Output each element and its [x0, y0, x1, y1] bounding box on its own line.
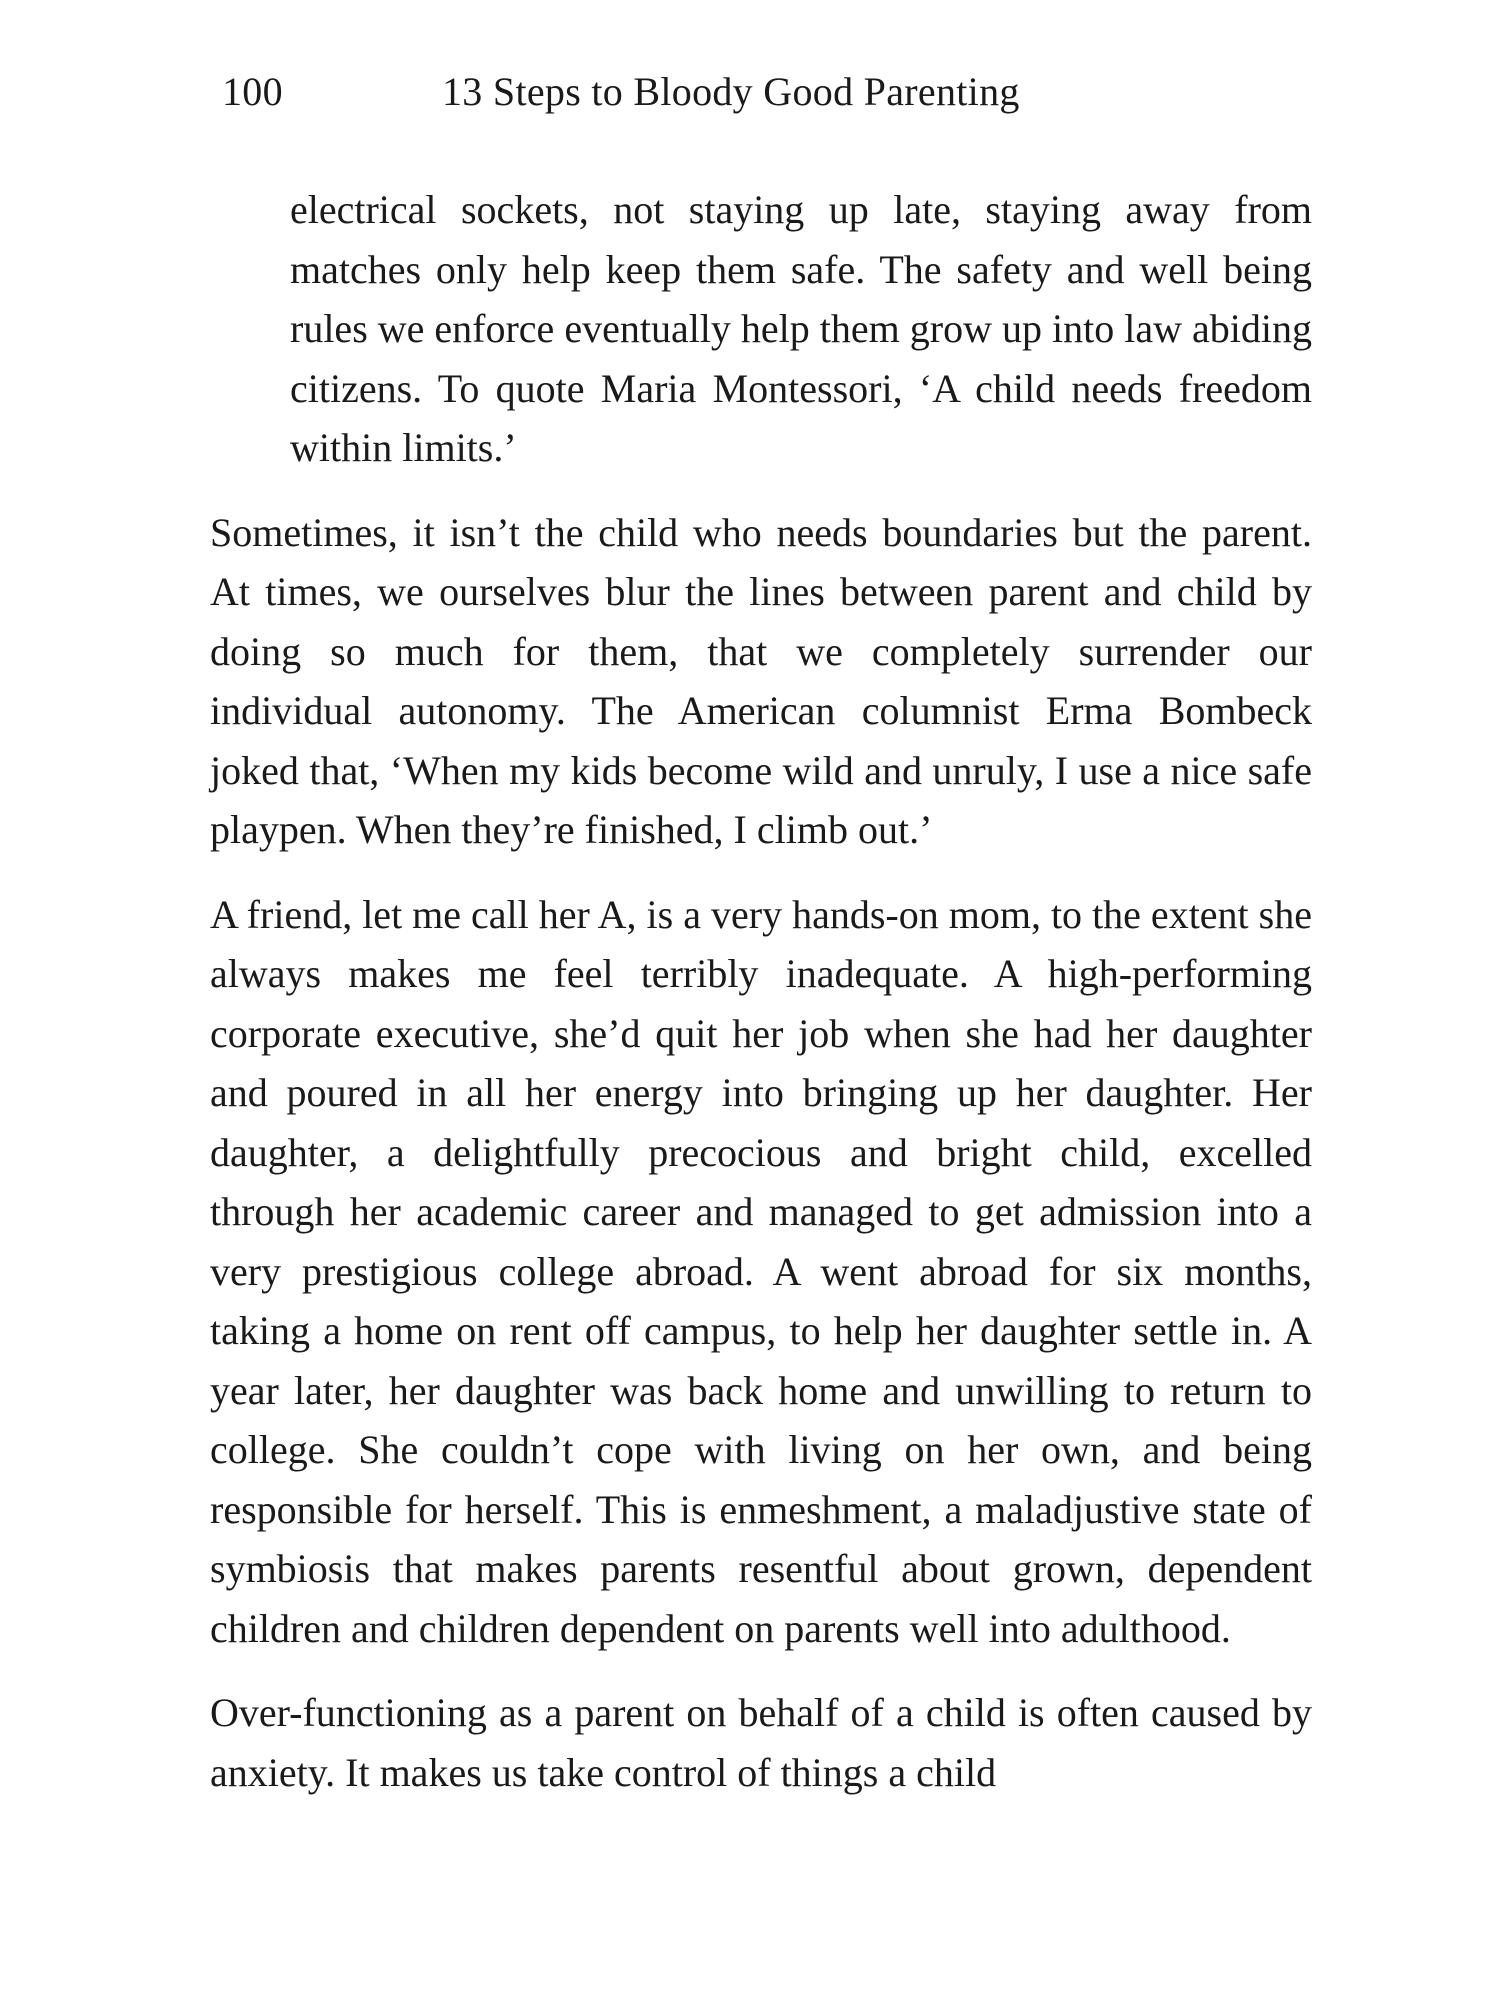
running-header	[210, 62, 1330, 122]
body-paragraph: Over-functioning as a parent on behalf of a child is often caused by anxiety. It makes us take control of things a child	[210, 1690, 1312, 1795]
page-number: 100	[222, 69, 283, 114]
running-title: 13 Steps to Bloody Good Parenting	[442, 69, 1020, 114]
quote-continuation-paragraph: electrical sockets, not staying up late, staying away from matches only help keep them safe. The safety and well being rules we enforce eventually help them grow up into law abiding citizens. To quote Maria Montessori, ‘A child needs freedom within limits.’	[290, 187, 1312, 470]
body-paragraph: A friend, let me call her A, is a very hands-on mom, to the extent she always makes me feel terribly inadequate. A high-performing corporate executive, she’d quit her job when she had her daughter and poured in all her energy into bringing up her daughter. Her daughter, a delightfully precocious and bright child, excelled through her academic career and managed to get admission into a very prestigious college abroad. A went abroad for six months, taking a home on rent off campus, to help her daughter settle in. A year later, her daughter was back home and unwilling to return to college. She couldn’t cope with living on her own, and being responsible for herself. This is enmeshment, a maladjustive state of symbiosis that makes parents resentful about grown, dependent children and children dependent on parents well into adulthood.	[210, 891, 1312, 1651]
body-text	[210, 180, 1312, 1827]
body-paragraph: Sometimes, it isn’t the child who needs boundaries but the parent. At times, we ourselves blur the lines between parent and child by doing so much for them, that we completely surrender our individual autonomy. The American columnist Erma Bombeck joked that, ‘When my kids become wild and unruly, I use a nice safe playpen. When they’re finished, I climb out.’	[210, 509, 1312, 852]
